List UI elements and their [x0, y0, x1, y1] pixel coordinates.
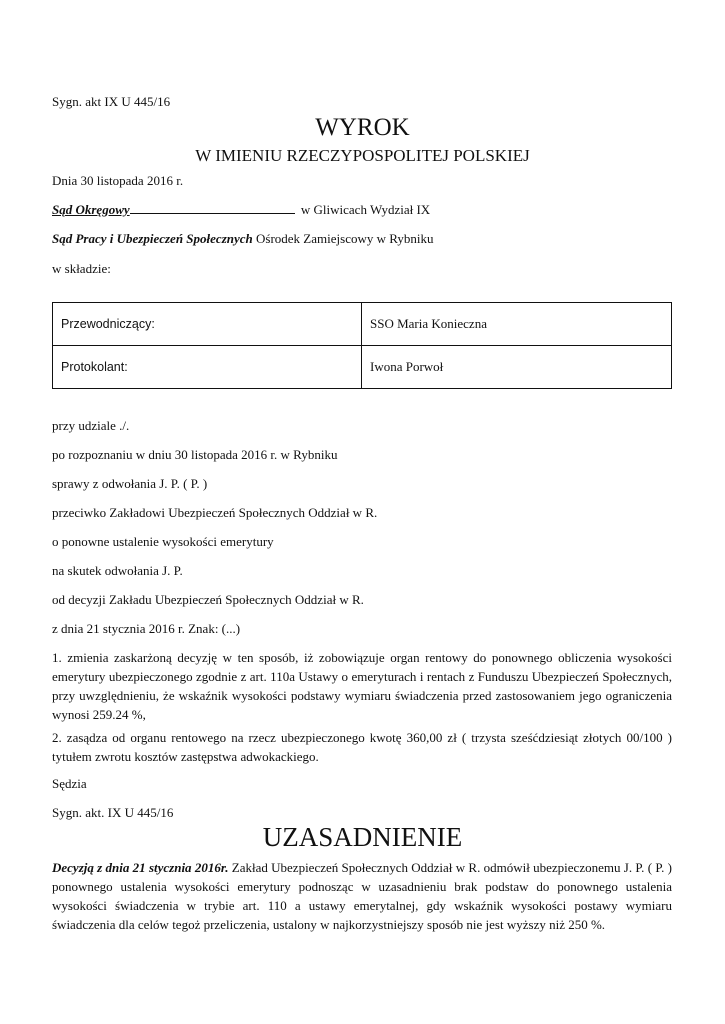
- justification-text: Zakład Ubezpieczeń Społecznych Oddział w R. odmówił ubezpieczonemu J. P. ( P. ) ponownego ustalenia wysokości emerytury podnosząc w uzasadnieniu brak podstaw do ponownego ustalenia wysokości świadczenia w trybie art. 110 a ustawy emerytalnej, gdy wskaźnik wysokości postawy wymiaru świadczenia dla celów tegoż przeliczenia, ustalony w najkorzystniejszy sposób nie jest wyższy niż 250 %.: [52, 860, 672, 932]
- table-row: [53, 346, 672, 389]
- body-line: z dnia 21 stycznia 2016 r. Znak: (...): [52, 621, 241, 636]
- composition-name: SSO Maria Konieczna: [362, 303, 672, 346]
- body-line: od decyzji Zakładu Ubezpieczeń Społecznych Oddział w R.: [52, 592, 364, 607]
- court-division-line: [52, 231, 434, 247]
- body-line: o ponowne ustalenie wysokości emerytury: [52, 534, 274, 549]
- justification-paragraph: [52, 858, 672, 934]
- body-line: przeciwko Zakładowi Ubezpieczeń Społecznych Oddział w R.: [52, 505, 378, 520]
- justification-lead: Decyzją z dnia 21 stycznia 2016r.: [52, 860, 229, 875]
- table-row: [53, 303, 672, 346]
- judgment-date: Dnia 30 listopada 2016 r.: [52, 173, 184, 188]
- composition-label: w składzie:: [52, 261, 111, 276]
- ruling-item-1: 1. zmienia zaskarżoną decyzję w ten sposób, iż zobowiązuje organ rentowy do ponownego obliczenia wysokości emerytury ubezpieczonego zgodnie z art. 110a Ustawy o emeryturach i rentach z Funduszu Ubezpieczeń Społecznych, przy uwzględnieniu, że wskaźnik wysokości podstawy wymiaru świadczenia przed zastosowaniem jego ograniczenia wynosi 259.24 %,: [52, 650, 672, 722]
- body-line: po rozpoznaniu w dniu 30 listopada 2016 r. w Rybniku: [52, 447, 338, 462]
- court-division: Sąd Pracy i Ubezpieczeń Społecznych: [52, 231, 253, 246]
- document-title: WYROK: [315, 114, 410, 141]
- court-line: [52, 201, 430, 218]
- justification-title: UZASADNIENIE: [262, 822, 463, 852]
- justification-case-signature: Sygn. akt. IX U 445/16: [52, 805, 174, 820]
- composition-role: Przewodniczący:: [53, 303, 362, 346]
- court-name: Sąd Okręgowy: [52, 202, 130, 217]
- document-subtitle: W IMIENIU RZECZYPOSPOLITEJ POLSKIEJ: [195, 146, 530, 165]
- composition-role: Protokolant:: [53, 346, 362, 389]
- case-signature: Sygn. akt IX U 445/16: [52, 94, 171, 109]
- body-line: sprawy z odwołania J. P. ( P. ): [52, 476, 208, 491]
- composition-name: Iwona Porwoł: [362, 346, 672, 389]
- ruling-item-2: 2. zasądza od organu rentowego na rzecz ubezpieczonego kwotę 360,00 zł ( trzysta sześćdziesiąt złotych 00/100 ) tytułem zwrotu kosztów zastępstwa adwokackiego.: [52, 730, 672, 764]
- court-location: w Gliwicach Wydział IX: [297, 202, 431, 217]
- judge-label: Sędzia: [52, 776, 87, 791]
- composition-table: [52, 302, 672, 389]
- court-blank-line: [130, 201, 295, 214]
- body-line: na skutek odwołania J. P.: [52, 563, 183, 578]
- body-line: przy udziale ./.: [52, 418, 130, 433]
- court-branch: Ośrodek Zamiejscowy w Rybniku: [252, 231, 434, 246]
